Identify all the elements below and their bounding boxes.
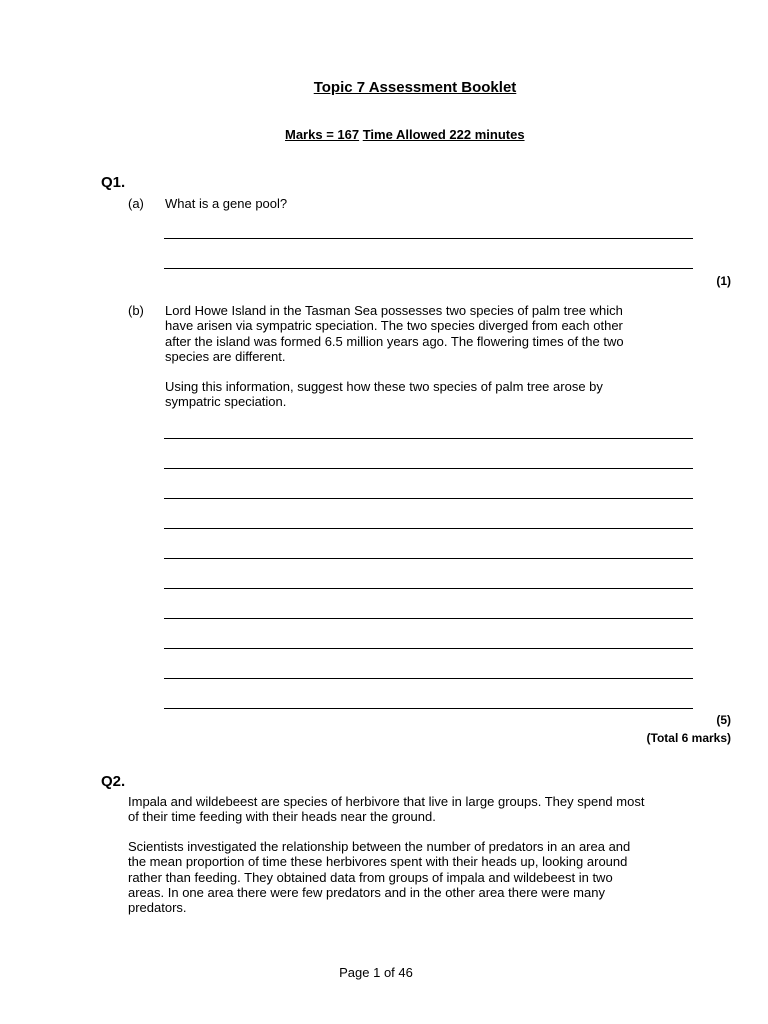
answer-line[interactable] [164, 558, 693, 559]
text-line: predators. [128, 900, 187, 916]
q1b-paragraph-2 [165, 379, 603, 410]
text-line: areas. In one area there were few predators and in the other area there were many [128, 884, 605, 900]
page-title: Topic 7 Assessment Booklet [313, 79, 517, 96]
q2-paragraph-1 [128, 794, 644, 825]
text-line: Lord Howe Island in the Tasman Sea possesses two species of palm tree which [165, 303, 623, 318]
answer-line[interactable] [164, 268, 693, 269]
answer-line[interactable] [164, 238, 693, 239]
q1b-mark: (5) [716, 713, 731, 727]
answer-line[interactable] [164, 498, 693, 499]
time-allowed: Time Allowed 222 minutes [362, 127, 525, 142]
question-1-label: Q1. [101, 174, 126, 191]
text-line: Scientists investigated the relationship between the number of predators in an area and [128, 839, 631, 854]
question-2-label: Q2. [101, 773, 126, 790]
q1b-paragraph-1 [165, 303, 624, 364]
q1-total-marks: (Total 6 marks) [646, 731, 731, 745]
answer-line[interactable] [164, 618, 693, 619]
answer-line[interactable] [164, 678, 693, 679]
text-line: sympatric speciation. [165, 394, 287, 410]
page-number: Page 1 of 46 [339, 965, 413, 980]
answer-line[interactable] [164, 648, 693, 649]
text-line: the mean proportion of time these herbivores spent with their heads up, looking around [128, 854, 628, 870]
answer-line[interactable] [164, 708, 693, 709]
q1b-label: (b) [128, 303, 144, 318]
answer-line[interactable] [164, 438, 693, 439]
text-line: Impala and wildebeest are species of herbivore that live in large groups. They spend most [128, 794, 645, 809]
text-line: rather than feeding. They obtained data from groups of impala and wildebeest in two [128, 869, 613, 885]
q1a-label: (a) [128, 196, 144, 211]
answer-line[interactable] [164, 468, 693, 469]
text-line: have arisen via sympatric speciation. The two species diverged from each other [165, 318, 623, 334]
q1a-mark: (1) [716, 274, 731, 288]
text-line: species are different. [165, 348, 286, 364]
text-line: of their time feeding with their heads near the ground. [128, 809, 436, 825]
total-marks: Marks = 167 [285, 127, 360, 142]
q2-paragraph-2 [128, 839, 630, 915]
answer-line[interactable] [164, 588, 693, 589]
marks-time-line [285, 127, 525, 142]
text-line: after the island was formed 6.5 million years ago. The flowering times of the two [165, 333, 624, 349]
answer-line[interactable] [164, 528, 693, 529]
q1a-question: What is a gene pool? [165, 196, 288, 211]
text-line: Using this information, suggest how these two species of palm tree arose by [165, 379, 603, 394]
